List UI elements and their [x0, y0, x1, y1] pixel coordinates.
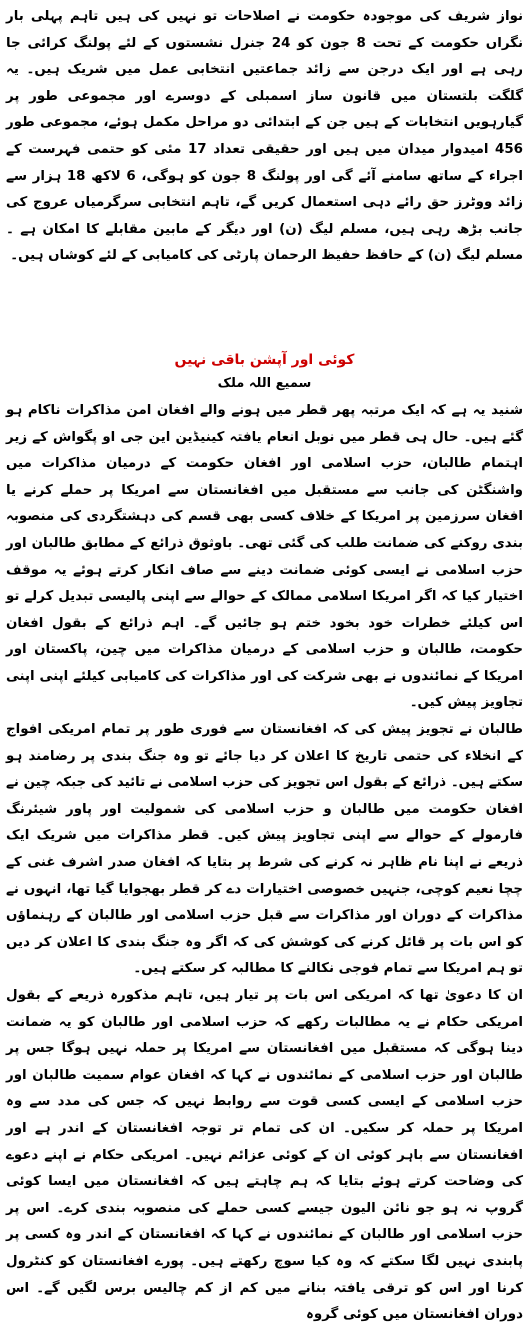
article-paragraph-1: شنید یہ ہے کہ ایک مرتبہ پھر قطر میں ہونے والے افغان امن مذاکرات ناکام ہو گئے ہیں۔ حال ہی قطر میں نوبل انعام یافتہ کینیڈین این جی او پگواش کے زیر اہتمام طالبان، حزب اسلامی اور افغان حکومت کے درمیان مذاکرات میں واشنگٹن کی جانب سے مستقبل میں افغانستان سے امریکا پر حملے کرنے یا افغان سرزمین پر امریکا کے خلاف کسی بھی قسم کی دہشتگردی کی منصوبہ بندی روکنے کی ضمانت طلب کی گئی تھی۔ باوثوق ذرائع کے مطابق طالبان اور حزب اسلامی نے ایسی کوئی ضمانت دینے سے صاف انکار کرتے ہوئے یہ موقف اختیار کیا کہ اگر امریکا اسلامی ممالک کے حوالے سے اپنی پالیسی تبدیل کرلے تو اس کیلئے خطرات خود بخود ختم ہو جائیں گے۔ اہم ذرائع کے بقول افغان حکومت، طالبان و حزب اسلامی کے درمیان مذاکرات میں چین، پاکستان اور امریکا کے نمائندوں نے بھی شرکت کی اور مذاکرات کی کامیابی کیلئے اپنی اپنی تجاویز پیش کیں۔	[6, 402, 524, 711]
intro-paragraph: نواز شریف کی موجودہ حکومت نے اصلاحات تو نہیں کی ہیں تاہم پہلی بار نگراں حکومت کے تحت 8 جون کو 24 جنرل نشستوں کے لئے پولنگ کرائی جا رہی ہے اور ایک درجن سے زائد جماعتیں انتخابی عمل میں شریک ہیں۔ یہ گلگت بلتستان میں قانون ساز اسمبلی کے دوسرے اور مجموعی طور پر گیارہویں انتخابات کے ہیں جن کے ابتدائی دو مراحل مکمل ہوئے، مجموعی طور 456 امیدوار میدان میں ہیں اور حقیقی تعداد 17 مئی کو حتمی فہرست کے اجراء کے ساتھ سامنے آئے گی اور پولنگ 8 جون کو ہوگی، 6 لاکھ 18 ہزار سے زائد ووٹرز حق رائے دہی استعمال کریں گے، تاہم انتخابی سرگرمیاں عروج کی جانب بڑھ رہی ہیں، مسلم لیگ (ن) اور دیگر کے مابین مقابلے کا امکان ہے ۔مسلم لیگ (ن) کے حافظ حفیظ الرحمان پارٹی کی کامیابی کے لئے کوشاں ہیں۔	[6, 9, 523, 264]
article-paragraph-2: طالبان نے تجویز پیش کی کہ افغانستان سے فوری طور پر تمام امریکی افواج کے انخلاء کی حتمی تاریخ کا اعلان کر دیا جائے تو وہ جنگ بندی پر رضامند ہو سکتے ہیں۔ ذرائع کے بقول اس تجویز کی حزب اسلامی نے تائید کی جبکہ چین نے افغان حکومت میں طالبان و حزب اسلامی کی شمولیت اور پاور شیئرنگ فارمولے کے حوالے سے اپنی تجاویز پیش کیں۔ قطر مذاکرات میں شریک ایک ذریعے نے اپنا نام ظاہر نہ کرنے کی شرط پر بتایا کہ افغان صدر اشرف غنی کے چچا نعیم کوچی، جنہیں خصوصی اختیارات دے کر قطر بھجوایا گیا تھا، انہوں نے مذاکرات کے دوران اور مذاکرات سے قبل حزب اسلامی اور طالبان کے رہنماؤں کو اس بات پر قائل کرنے کی کوشش کی کہ اگر وہ جنگ بندی کا اعلان کر دیں تو ہم امریکا سے تمام فوجی نکالنے کا مطالبہ کر سکتے ہیں۔	[6, 722, 523, 977]
section-gap	[6, 270, 523, 348]
article-title: کوئی اور آپشن باقی نہیں	[174, 351, 355, 368]
article-paragraph-3: ان کا دعویٰ تھا کہ امریکی اس بات پر تیار ہیں، تاہم مذکورہ ذریعے کے بقول امریکی حکام نے یہ مطالبات رکھے کہ حزب اسلامی اور طالبان کو یہ ضمانت دینا ہوگی کہ مستقبل میں افغانستان سے امریکا پر حملہ نہیں ہوگا جس پر طالبان اور حزب اسلامی کے نمائندوں نے کہا کہ افغان عوام سمیت طالبان اور حزب اسلامی کے ایسی کسی قوت سے روابط نہیں کہ جس کی مدد سے وہ امریکا پر حملہ کر سکیں۔ ان کی تمام تر توجہ افغانستان کے اندر ہے اور افغانستان سے باہر کوئی ان کے کوئی عزائم نہیں۔ امریکی حکام نے اپنے دعوے کی وضاحت کرتے ہوئے بتایا کہ ہم چاہتے ہیں کہ افغانستان میں ایسا کوئی گروپ نہ ہو جو نائن الیون جیسے کسی حملے کی منصوبہ بندی کرے۔ اس پر حزب اسلامی اور طالبان کے نمائندوں نے کہا کہ افغانستان کے اندر وہ کسی پر پابندی نہیں لگا سکتے کہ وہ کیا سوچ رکھتے ہیں۔ پورے افغانستان کو کنٹرول کرنا اور اس کو ترقی یافتہ بنانے میں کم از کم چالیس برس لگیں گے۔ اس دوران افغانستان میں کوئی گروہ	[6, 988, 523, 1323]
article-author: سمیع اللہ ملک	[217, 375, 312, 391]
